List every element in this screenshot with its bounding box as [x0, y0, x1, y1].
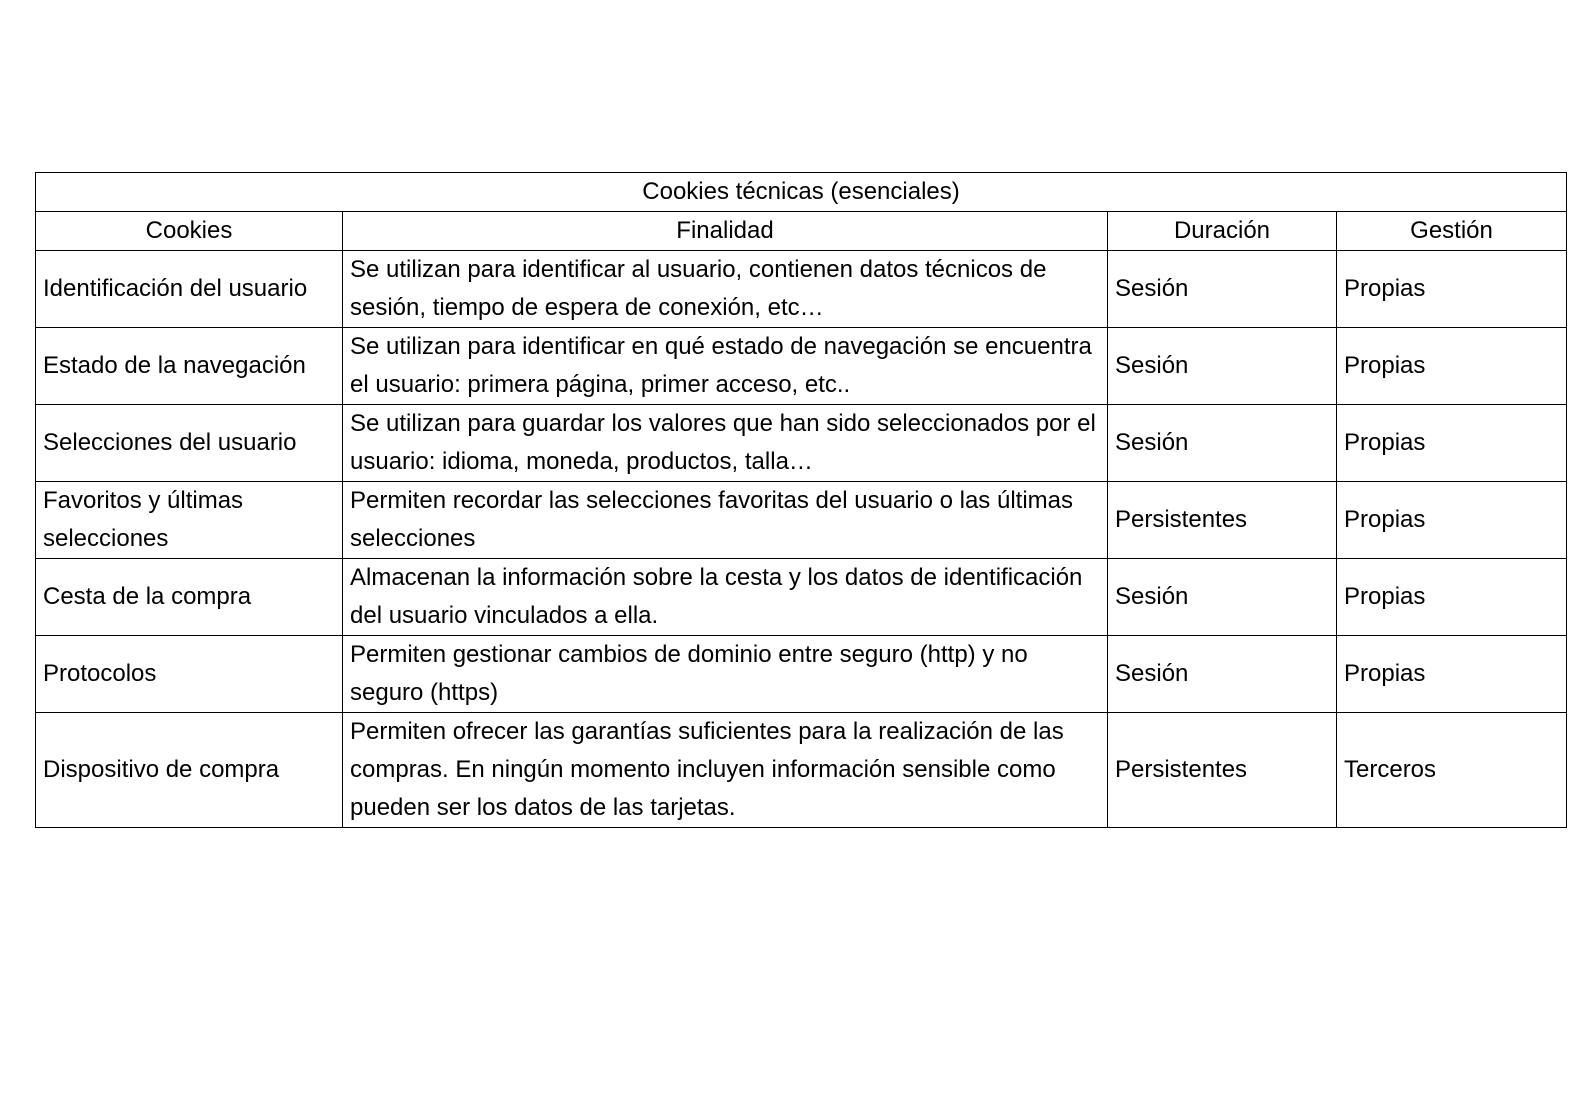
duracion-cell: Persistentes — [1108, 713, 1337, 828]
cookie-name-cell: Estado de la navegación — [36, 328, 343, 405]
caption-row — [36, 173, 1567, 212]
header-cookies: Cookies — [36, 212, 343, 251]
header-gestion: Gestión — [1337, 212, 1567, 251]
table-row — [36, 713, 1567, 828]
header-finalidad: Finalidad — [343, 212, 1108, 251]
finalidad-cell: Almacenan la información sobre la cesta y los datos de identificación del usuario vinculados a ella. — [343, 559, 1108, 636]
duracion-cell: Sesión — [1108, 405, 1337, 482]
cookie-name-cell: Selecciones del usuario — [36, 405, 343, 482]
cookie-name-cell: Favoritos y últimas selecciones — [36, 482, 343, 559]
table-row — [36, 559, 1567, 636]
cookies-table — [35, 172, 1567, 828]
finalidad-cell: Se utilizan para identificar en qué estado de navegación se encuentra el usuario: primera página, primer acceso, etc.. — [343, 328, 1108, 405]
table-caption: Cookies técnicas (esenciales) — [36, 173, 1567, 212]
finalidad-cell: Permiten recordar las selecciones favoritas del usuario o las últimas selecciones — [343, 482, 1108, 559]
cookie-name-cell: Protocolos — [36, 636, 343, 713]
gestion-cell: Propias — [1337, 251, 1567, 328]
cookie-name-cell: Dispositivo de compra — [36, 713, 343, 828]
table-row — [36, 482, 1567, 559]
finalidad-cell: Permiten ofrecer las garantías suficientes para la realización de las compras. En ningún momento incluyen información sensible como pueden ser los datos de las tarjetas. — [343, 713, 1108, 828]
cookie-name-cell: Identificación del usuario — [36, 251, 343, 328]
duracion-cell: Sesión — [1108, 251, 1337, 328]
table-row — [36, 251, 1567, 328]
finalidad-cell: Permiten gestionar cambios de dominio entre seguro (http) y no seguro (https) — [343, 636, 1108, 713]
cookie-name-cell: Cesta de la compra — [36, 559, 343, 636]
table-row — [36, 405, 1567, 482]
gestion-cell: Propias — [1337, 482, 1567, 559]
table-row — [36, 328, 1567, 405]
gestion-cell: Terceros — [1337, 713, 1567, 828]
gestion-cell: Propias — [1337, 636, 1567, 713]
gestion-cell: Propias — [1337, 559, 1567, 636]
gestion-cell: Propias — [1337, 405, 1567, 482]
duracion-cell: Sesión — [1108, 328, 1337, 405]
duracion-cell: Sesión — [1108, 636, 1337, 713]
duracion-cell: Persistentes — [1108, 482, 1337, 559]
header-row — [36, 212, 1567, 251]
duracion-cell: Sesión — [1108, 559, 1337, 636]
header-duracion: Duración — [1108, 212, 1337, 251]
table-row — [36, 636, 1567, 713]
finalidad-cell: Se utilizan para guardar los valores que han sido seleccionados por el usuario: idioma, moneda, productos, talla… — [343, 405, 1108, 482]
gestion-cell: Propias — [1337, 328, 1567, 405]
finalidad-cell: Se utilizan para identificar al usuario, contienen datos técnicos de sesión, tiempo de espera de conexión, etc… — [343, 251, 1108, 328]
